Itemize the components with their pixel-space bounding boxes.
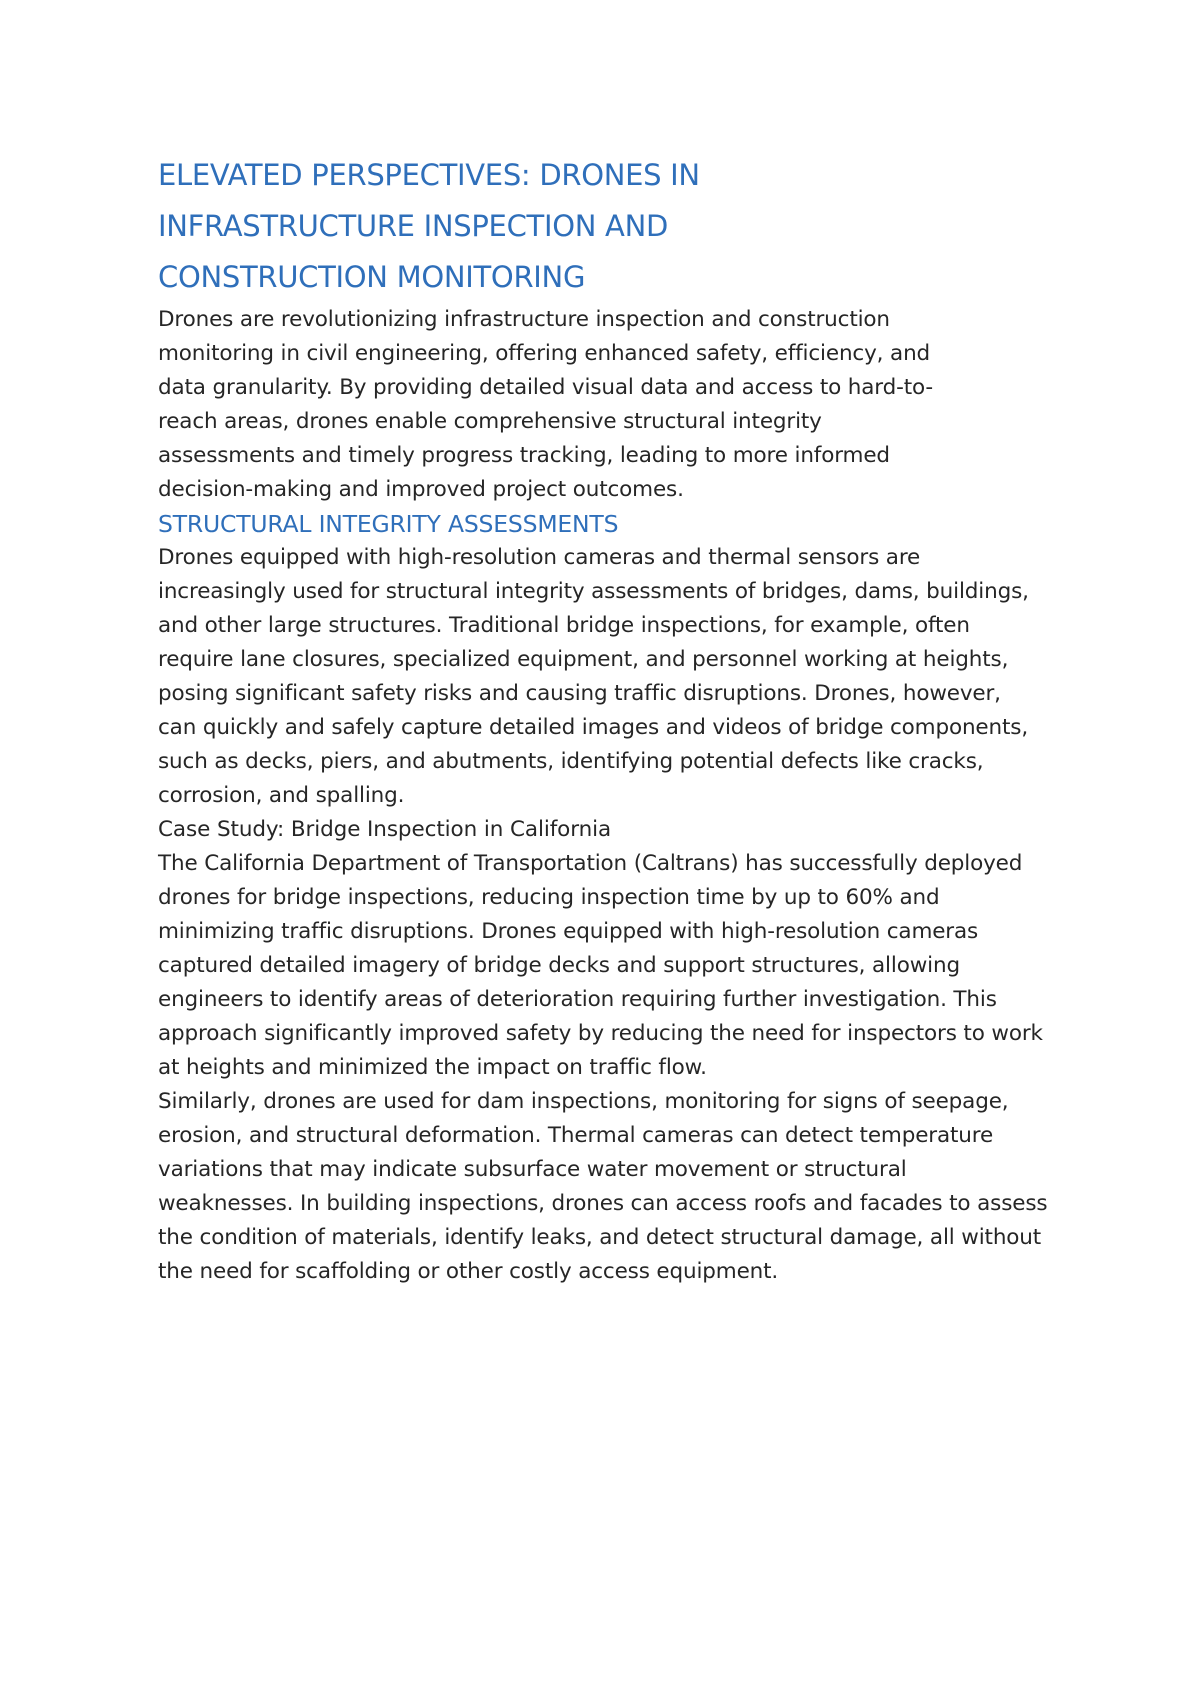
closing-paragraph: Similarly, drones are used for dam inspections, monitoring for signs of seepage, erosion, and structural deformation. Thermal cameras can detect temperature variations that may indicate subsurface water movement or structural weaknesses. In building inspections, drones can access roofs and facades to assess the condition of materials, identify leaks, and detect structural damage, all without the need for scaffolding or other costly access equipment. [158, 1089, 1048, 1284]
case-study-paragraph: The California Department of Transportation (Caltrans) has successfully deployed drones for bridge inspections, reducing inspection time by up to 60% and minimizing traffic disruptions. Drones equipped with high-resolution cameras captured detailed imagery of bridge decks and support structures, allowing engineers to identify areas of deterioration requiring further investigation. This approach significantly improved safety by reducing the need for inspectors to work at heights and minimized the impact on traffic flow. [158, 851, 1043, 1080]
document-page [158, 150, 1058, 1289]
intro-paragraph: Drones are revolutionizing infrastructure inspection and construction monitoring in civil engineering, offering enhanced safety, efficiency, and data granularity. By providing detailed visual data and access to hard-to-reach areas, drones enable comprehensive structural integrity assessments and timely progress tracking, leading to more informed decision-making and improved project outcomes. [158, 307, 933, 502]
section-heading-structural-integrity: STRUCTURAL INTEGRITY ASSESSMENTS [158, 510, 619, 538]
section-paragraph: Drones equipped with high-resolution cameras and thermal sensors are increasingly used for structural integrity assessments of bridges, dams, buildings, and other large structures. Traditional bridge inspections, for example, often require lane closures, specialized equipment, and personnel working at heights, posing significant safety risks and causing traffic disruptions. Drones, however, can quickly and safely capture detailed images and videos of bridge components, such as decks, piers, and abutments, identifying potential defects like cracks, corrosion, and spalling. [158, 545, 1029, 808]
case-study-title: Case Study: Bridge Inspection in California [158, 817, 612, 842]
document-title: ELEVATED PERSPECTIVES: DRONES IN INFRASTRUCTURE INSPECTION AND CONSTRUCTION MONITORING [158, 158, 700, 294]
